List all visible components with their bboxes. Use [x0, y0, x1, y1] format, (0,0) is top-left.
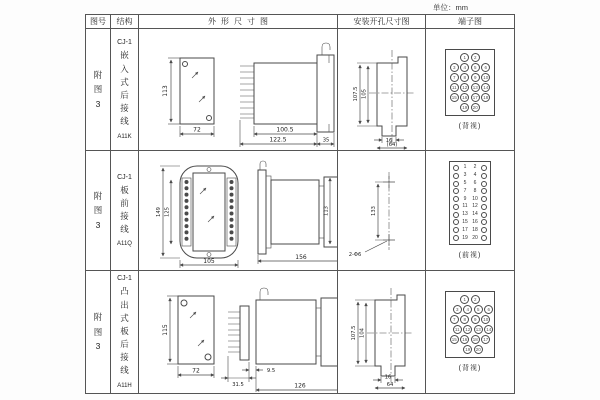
outline-cell-a11k: [139, 29, 338, 151]
terminal-pin: 5: [474, 305, 483, 314]
dim-front-height: 113: [161, 84, 169, 97]
terminal-pin: 3: [450, 63, 459, 72]
outline-drawing-a11k: [140, 30, 337, 150]
terminal-pin: 4: [460, 63, 469, 72]
terminal-pin: [481, 204, 487, 210]
fig-no-a11k: [86, 29, 111, 151]
install-drawing-a11h: [339, 272, 425, 392]
terminal-number: 12: [472, 203, 478, 210]
terminal-number: 6: [473, 180, 477, 186]
terminal-pin: [453, 165, 459, 171]
terminal-pin: 17: [483, 337, 489, 342]
dim-front-height: 115: [161, 324, 169, 336]
header-terminal: 端子图: [426, 15, 514, 29]
terminal-view-label: (背视): [458, 122, 482, 130]
dim-total-length: 126: [293, 382, 306, 390]
terminal-pin: 13: [472, 84, 478, 90]
install-cell-a11q: [338, 151, 426, 271]
fig-no-text: 附图3: [93, 69, 103, 109]
dim-body-length: 100.5: [275, 126, 294, 133]
terminal-pin: 1: [460, 53, 469, 62]
dim-outer-height: 149: [155, 206, 162, 217]
fig-no-text: 附图3: [93, 190, 103, 230]
terminal-pin: [453, 204, 459, 210]
terminal-pin: 9: [471, 73, 480, 82]
terminal-pin: [481, 196, 487, 202]
dim-outer-height: 107.5: [350, 325, 357, 341]
terminal-pin: 15: [451, 94, 457, 100]
terminal-number: 13: [462, 211, 468, 218]
terminal-pin: 20: [472, 104, 478, 110]
terminal-number: 17: [462, 226, 468, 233]
terminal-pin: 17: [472, 94, 478, 100]
structure-code: A11H: [117, 382, 132, 389]
header-fig-no: 图号: [86, 15, 111, 29]
terminal-number: 2: [473, 164, 477, 171]
terminal-pin: [481, 188, 487, 194]
dim-front-width: 72: [191, 367, 200, 375]
terminal-pin: 18: [472, 337, 478, 342]
install-drawing-a11q: [339, 152, 425, 270]
terminal-pin: 11: [450, 83, 459, 92]
hole-callout: 2-Φ6: [348, 251, 361, 258]
fig-no-text: 附图3: [93, 312, 103, 352]
terminal-number: 7: [463, 187, 467, 194]
side-view: [221, 288, 337, 392]
dim-inner-height: 104: [359, 328, 365, 338]
terminal-pin: [453, 173, 459, 179]
model-label: CJ-1: [117, 39, 132, 47]
terminal-number: 4: [473, 172, 477, 179]
terminal-block-rear: [445, 291, 496, 358]
terminal-number: 14: [472, 211, 478, 218]
dim-outer-height: 107.5: [352, 86, 359, 101]
terminal-cell-a11k: [426, 29, 514, 151]
terminal-pin: [481, 165, 487, 171]
dim-inner-height: 105: [361, 88, 367, 99]
terminal-pin: 7: [450, 73, 459, 82]
terminal-pin: 9: [471, 315, 480, 324]
structure-code: A11K: [117, 133, 132, 140]
dim-front-width: 105: [202, 257, 215, 265]
terminal-strip-front: [449, 161, 491, 245]
terminal-pin: [453, 212, 459, 218]
terminal-pin: 10: [483, 317, 489, 322]
terminal-number: 20: [472, 234, 478, 241]
terminal-pin: 1: [460, 295, 469, 304]
header-outline: 外形尺寸图: [139, 15, 338, 29]
dim-total-length: 122.5: [268, 136, 287, 143]
install-drawing-a11k: [339, 30, 425, 150]
header-install: 安装开孔尺寸图: [338, 15, 426, 29]
structure-code: A11Q: [117, 241, 132, 248]
terminal-pin: 2: [471, 53, 480, 62]
terminal-pin: [453, 227, 459, 233]
outline-drawing-a11h: [140, 272, 337, 392]
side-height-dim: [323, 151, 337, 269]
front-view: [162, 296, 214, 378]
unit-label: 单位：mm: [433, 3, 468, 12]
terminal-pin: [453, 196, 459, 202]
terminal-pin: [481, 173, 487, 179]
dim-notch-width: 16: [385, 137, 392, 144]
terminal-pin: 14: [483, 84, 489, 90]
terminal-pin: 19: [465, 347, 471, 352]
terminal-number: 10: [472, 195, 478, 202]
structure-a11h: [111, 271, 139, 393]
terminal-pin: [481, 227, 487, 233]
terminal-pin: 5: [471, 63, 480, 72]
spec-table: [85, 14, 515, 394]
dim-front-width: 72: [192, 126, 201, 133]
install-cell-a11k: [338, 29, 426, 151]
terminal-pin: [481, 219, 487, 225]
model-label: CJ-1: [117, 173, 132, 181]
terminal-cell-a11h: [426, 271, 514, 393]
terminal-pin: 2: [471, 295, 480, 304]
terminal-pin: [453, 188, 459, 194]
terminal-number: 16: [472, 218, 478, 225]
terminal-pin: 19: [462, 104, 468, 110]
terminal-pin: 8: [460, 73, 469, 82]
terminal-pin: [453, 219, 459, 225]
dim-total-width: (64): [386, 141, 397, 148]
terminal-pin: 16: [462, 337, 468, 342]
terminal-block-rear: [445, 49, 496, 116]
header-structure: 结构: [111, 15, 139, 29]
terminal-view-label: (背视): [458, 365, 482, 372]
terminal-number: 5: [463, 180, 467, 186]
structure-type: 板前接线: [120, 184, 129, 235]
terminal-pin: 4: [463, 305, 472, 314]
terminal-view-label: (前视): [458, 252, 482, 260]
dim-inner-height: 125: [164, 206, 170, 217]
terminal-cell-a11q: [426, 151, 514, 271]
terminal-number: 9: [463, 195, 467, 202]
terminal-number: 19: [462, 234, 468, 241]
terminal-pin: 12: [465, 327, 471, 332]
outline-cell-a11q: [139, 151, 338, 271]
outline-cell-a11h: [139, 271, 338, 393]
terminal-pin: [453, 235, 459, 241]
terminal-pin: [481, 235, 487, 241]
terminal-pin: 15: [451, 337, 457, 342]
terminal-pin: 3: [453, 305, 462, 314]
terminal-number: 15: [462, 218, 468, 225]
terminal-pin: [481, 212, 487, 218]
terminal-pin: [453, 181, 459, 187]
terminal-number: 11: [462, 203, 468, 210]
install-cell-a11h: [338, 271, 426, 393]
dim-gap: 9.5: [266, 368, 275, 374]
terminal-number: 18: [472, 226, 478, 233]
terminal-pin: 6: [484, 305, 493, 314]
terminal-number: 1: [463, 164, 467, 171]
terminal-pin: 18: [483, 94, 489, 100]
terminal-pin: 14: [486, 327, 492, 332]
structure-type: 嵌入式后接线: [120, 50, 129, 127]
terminal-pin: 11: [453, 325, 462, 334]
side-view: [240, 43, 334, 147]
structure-type: 凸出式板后接线: [120, 286, 129, 376]
terminal-pin: 10: [483, 74, 489, 80]
terminal-pin: 8: [460, 315, 469, 324]
dim-total-width: 64: [386, 382, 393, 388]
fig-no-a11h: [86, 271, 111, 393]
front-view: [156, 166, 238, 268]
dim-notch-width: 16: [384, 374, 391, 381]
dim-rear-height: 113: [323, 206, 330, 216]
terminal-number: 8: [473, 187, 477, 194]
dim-total-length: 156: [294, 253, 307, 261]
dim-flange-depth: 35: [322, 137, 329, 143]
terminal-pin: 12: [462, 84, 468, 90]
front-view: [162, 58, 214, 137]
terminal-pin: 13: [475, 327, 481, 332]
fig-no-a11q: [86, 151, 111, 271]
terminal-pin: 6: [481, 63, 490, 72]
outline-drawing-a11q: [140, 152, 337, 270]
structure-a11k: [111, 29, 139, 151]
terminal-pin: 16: [462, 94, 468, 100]
model-label: CJ-1: [117, 275, 132, 283]
terminal-pin: 20: [475, 347, 481, 352]
dim-hole-distance: 133: [370, 205, 377, 216]
terminal-pin: [481, 181, 487, 187]
dim-stub-depth: 31.5: [231, 382, 244, 388]
terminal-number: 3: [463, 172, 467, 179]
terminal-pin: 7: [450, 315, 459, 324]
structure-a11q: [111, 151, 139, 271]
